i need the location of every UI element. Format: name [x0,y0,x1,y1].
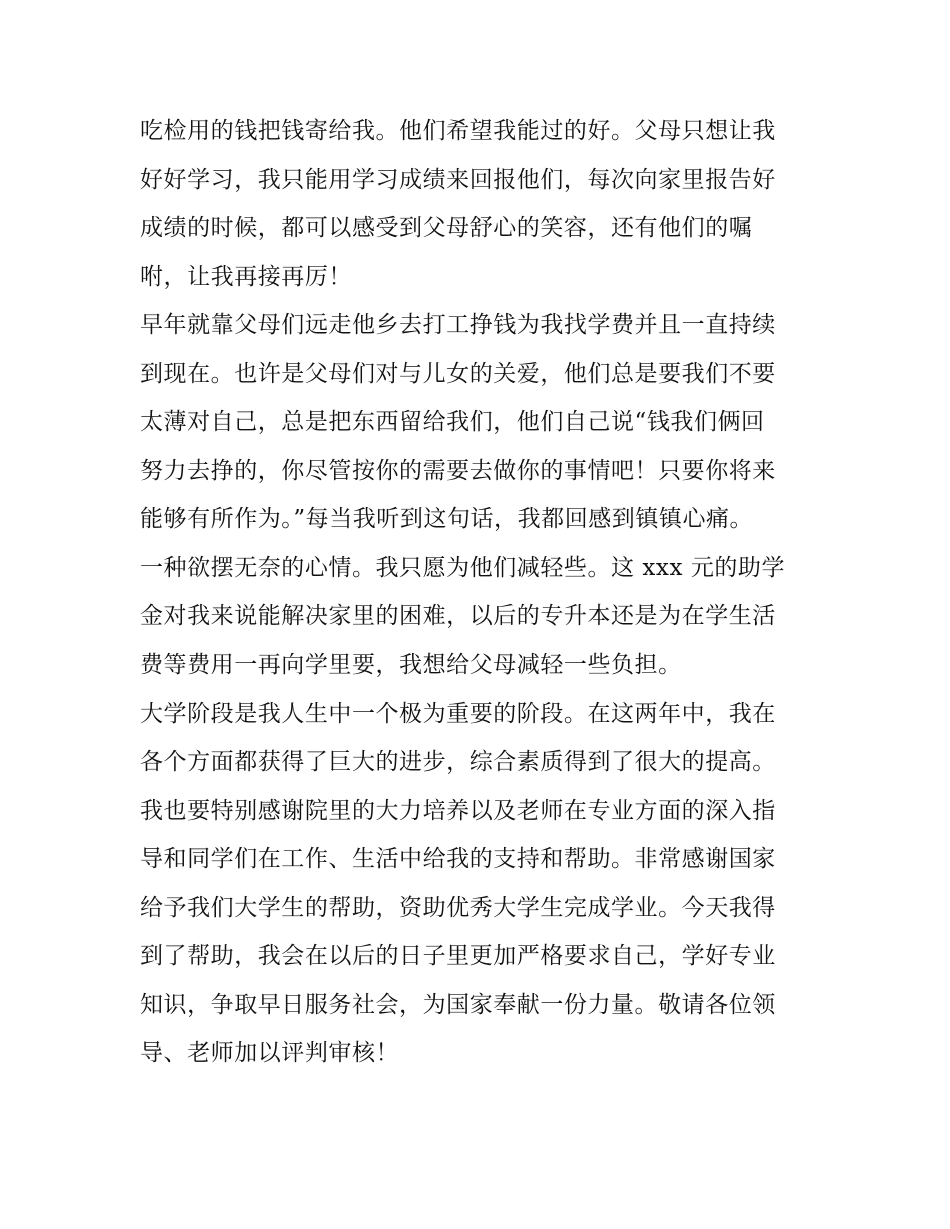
text-line: 一种欲摆无奈的心情。我只愿为他们减轻些。这 xxx 元的助学 [140,554,786,581]
text-line: 我也要特别感谢院里的大力培养以及老师在专业方面的深入指 [140,797,776,824]
text-line: 好好学习，我只能用学习成绩来回报他们，每次向家里报告好 [140,166,776,193]
text-line: 导和同学们在工作、生活中给我的支持和帮助。非常感谢国家 [140,846,776,873]
text-line: 能够有所作为。”每当我听到这句话，我都回感到镇镇心痛。 [140,506,754,533]
text-line: 到了帮助，我会在以后的日子里更加严格要求自己，学好专业 [140,943,776,970]
text-line: 成绩的时候，都可以感受到父母舒心的笑容，还有他们的嘱 [140,215,753,242]
text-line: 大学阶段是我人生中一个极为重要的阶段。在这两年中，我在 [140,700,776,727]
text-line: 早年就靠父母们远走他乡去打工挣钱为我找学费并且一直持续 [140,312,776,339]
body-text [140,107,830,1078]
text-line: 费等费用一再向学里要，我想给父母减轻一些负担。 [140,652,682,679]
text-line: 到现在。也许是父母们对与儿女的关爱，他们总是要我们不要 [140,360,776,387]
text-line: 金对我来说能解决家里的困难，以后的专升本还是为在学生活 [140,603,776,630]
text-line: 知识，争取早日服务社会，为国家奉献一份力量。敬请各位领 [140,991,776,1018]
text-line: 导、老师加以评判审核！ [140,1040,400,1067]
text-line: 太薄对自己，总是把东西留给我们，他们自己说“钱我们俩回 [140,409,765,436]
text-line: 咐，让我再接再厉！ [140,263,352,290]
text-line: 吃检用的钱把钱寄给我。他们希望我能过的好。父母只想让我 [140,118,776,144]
text-line: 各个方面都获得了巨大的进步，综合素质得到了很大的提高。 [140,749,776,776]
text-line: 给予我们大学生的帮助，资助优秀大学生完成学业。今天我得 [140,894,776,921]
text-line: 努力去挣的，你尽管按你的需要去做你的事情吧！只要你将来 [140,457,776,484]
